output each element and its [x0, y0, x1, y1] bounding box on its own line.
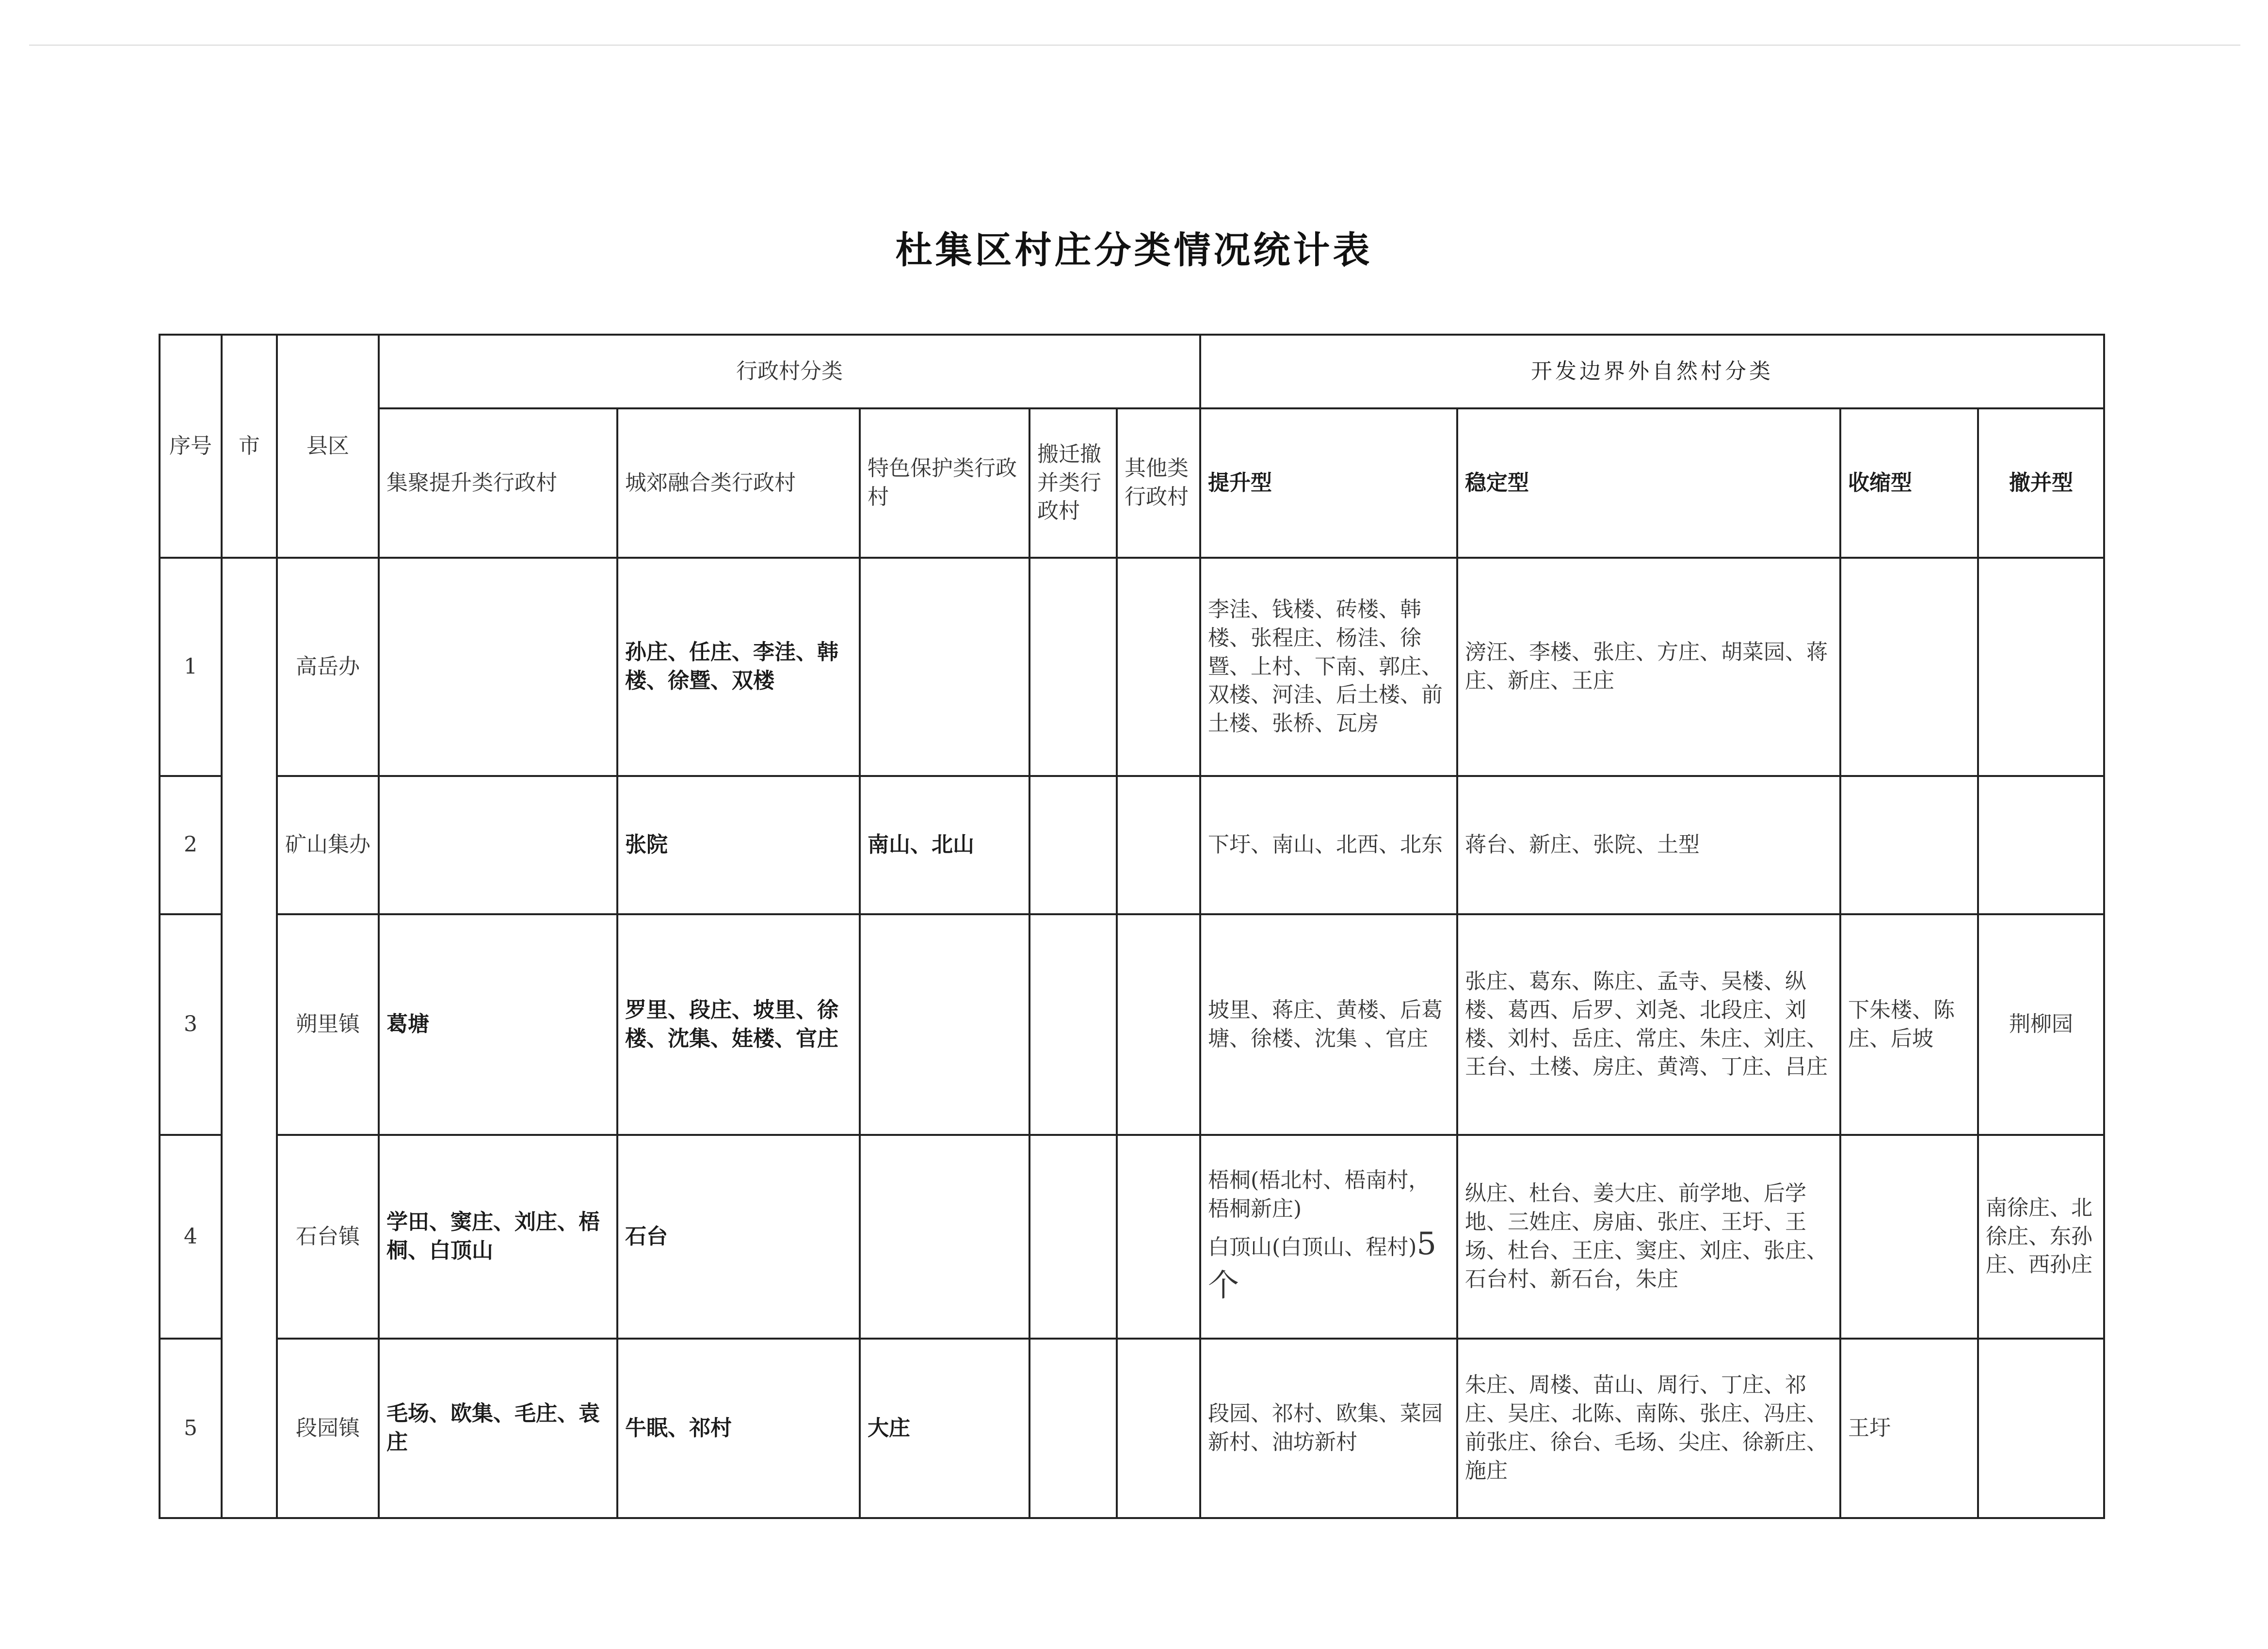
cell-qita — [1117, 1339, 1200, 1518]
header-shousuo: 收缩型 — [1840, 408, 1978, 558]
cell-chengjiao: 石台 — [617, 1135, 860, 1339]
cell-tese: 南山、北山 — [860, 776, 1029, 914]
row-district: 矿山集办 — [277, 776, 379, 914]
tisheng-wutong: 梧桐(梧北村、梧南村，梧桐新庄) — [1208, 1168, 1430, 1222]
cell-qita — [1117, 776, 1200, 914]
table-row — [160, 1339, 2104, 1518]
header-juju: 集聚提升类行政村 — [379, 408, 617, 558]
header-seq: 序号 — [160, 335, 222, 558]
cell-tese: 大庄 — [860, 1339, 1029, 1518]
table-row — [160, 1135, 2104, 1339]
cell-juju — [379, 558, 617, 776]
header-tisheng: 提升型 — [1200, 408, 1457, 558]
cell-shousuo — [1840, 1135, 1978, 1339]
cell-chengjiao: 张院 — [617, 776, 860, 914]
cell-banqian — [1029, 914, 1117, 1135]
cell-juju: 葛塘 — [379, 914, 617, 1135]
row-district: 高岳办 — [277, 558, 379, 776]
header-row-columns — [160, 408, 2104, 558]
cell-shousuo — [1840, 558, 1978, 776]
header-row-group — [160, 335, 2104, 408]
cell-shousuo: 王圩 — [1840, 1339, 1978, 1518]
cell-tisheng: 李洼、钱楼、砖楼、韩楼、张程庄、杨洼、徐暨、上村、下南、郭庄、双楼、河洼、后土楼、前土楼、张桥、瓦房 — [1200, 558, 1457, 776]
cell-tisheng — [1200, 1135, 1457, 1339]
tisheng-count-note: 5个 — [1208, 1226, 1437, 1304]
row-seq: 3 — [160, 914, 222, 1135]
cell-wending: 蒋台、新庄、张院、土型 — [1457, 776, 1840, 914]
cell-tese — [860, 1135, 1029, 1339]
village-classification-table — [159, 334, 2105, 1519]
row-seq: 4 — [160, 1135, 222, 1339]
cell-wending: 张庄、葛东、陈庄、孟寺、吴楼、纵楼、葛西、后罗、刘尧、北段庄、刘楼、刘村、岳庄、常庄、朱庄、刘庄、王台、土楼、房庄、黄湾、丁庄、吕庄 — [1457, 914, 1840, 1135]
cell-juju: 毛场、欧集、毛庄、袁庄 — [379, 1339, 617, 1518]
cell-wending: 纵庄、杜台、姜大庄、前学地、后学地、三姓庄、房庙、张庄、王圩、王场、杜台、王庄、窦庄、刘庄、张庄、石台村、新石台，朱庄 — [1457, 1135, 1840, 1339]
cell-tisheng: 坡里、蒋庄、黄楼、后葛塘、徐楼、沈集 、官庄 — [1200, 914, 1457, 1135]
table-row — [160, 914, 2104, 1135]
table-row — [160, 776, 2104, 914]
table-row — [160, 558, 2104, 776]
cell-chebing — [1978, 1339, 2104, 1518]
cell-chebing: 南徐庄、北徐庄、东孙庄、西孙庄 — [1978, 1135, 2104, 1339]
cell-banqian — [1029, 1339, 1117, 1518]
cell-wending: 滂汪、李楼、张庄、方庄、胡菜园、蒋庄、新庄、王庄 — [1457, 558, 1840, 776]
cell-juju — [379, 776, 617, 914]
cell-qita — [1117, 914, 1200, 1135]
cell-shousuo: 下朱楼、陈庄、后坡 — [1840, 914, 1978, 1135]
cell-banqian — [1029, 1135, 1117, 1339]
cell-juju: 学田、窦庄、刘庄、梧桐、白顶山 — [379, 1135, 617, 1339]
cell-tisheng: 段园、祁村、欧集、菜园新村、油坊新村 — [1200, 1339, 1457, 1518]
header-natural-group: 开发边界外自然村分类 — [1200, 335, 2104, 408]
city-cell — [222, 558, 277, 1518]
header-chengjiao: 城郊融合类行政村 — [617, 408, 860, 558]
cell-tese — [860, 558, 1029, 776]
cell-banqian — [1029, 558, 1117, 776]
header-city: 市 — [222, 335, 277, 558]
cell-chebing: 荆柳园 — [1978, 914, 2104, 1135]
header-district: 县区 — [277, 335, 379, 558]
cell-banqian — [1029, 776, 1117, 914]
header-tese: 特色保护类行政村 — [860, 408, 1029, 558]
page-title: 杜集区村庄分类情况统计表 — [895, 228, 1373, 272]
header-qita: 其他类行政村 — [1117, 408, 1200, 558]
cell-qita — [1117, 558, 1200, 776]
row-district: 朔里镇 — [277, 914, 379, 1135]
cell-chebing — [1978, 776, 2104, 914]
cell-chengjiao: 孙庄、任庄、李洼、韩楼、徐暨、双楼 — [617, 558, 860, 776]
cell-tese — [860, 914, 1029, 1135]
row-seq: 1 — [160, 558, 222, 776]
cell-qita — [1117, 1135, 1200, 1339]
cell-shousuo — [1840, 776, 1978, 914]
cell-tisheng: 下圩、南山、北西、北东 — [1200, 776, 1457, 914]
tisheng-baidingshan: 白顶山(白顶山、程村) — [1208, 1235, 1417, 1260]
row-district: 石台镇 — [277, 1135, 379, 1339]
cell-chebing — [1978, 558, 2104, 776]
row-seq: 5 — [160, 1339, 222, 1518]
cell-chengjiao: 牛眠、祁村 — [617, 1339, 860, 1518]
cell-wending: 朱庄、周楼、苗山、周行、丁庄、祁庄、吴庄、北陈、南陈、张庄、冯庄、前张庄、徐台、毛场、尖庄、徐新庄、施庄 — [1457, 1339, 1840, 1518]
header-wending: 稳定型 — [1457, 408, 1840, 558]
header-chebing: 撤并型 — [1978, 408, 2104, 558]
header-banqian: 搬迁撤并类行政村 — [1029, 408, 1117, 558]
cell-chengjiao: 罗里、段庄、坡里、徐楼、沈集、娃楼、官庄 — [617, 914, 860, 1135]
header-admin-group: 行政村分类 — [379, 335, 1200, 408]
scan-top-rule — [29, 45, 2240, 46]
row-seq: 2 — [160, 776, 222, 914]
row-district: 段园镇 — [277, 1339, 379, 1518]
